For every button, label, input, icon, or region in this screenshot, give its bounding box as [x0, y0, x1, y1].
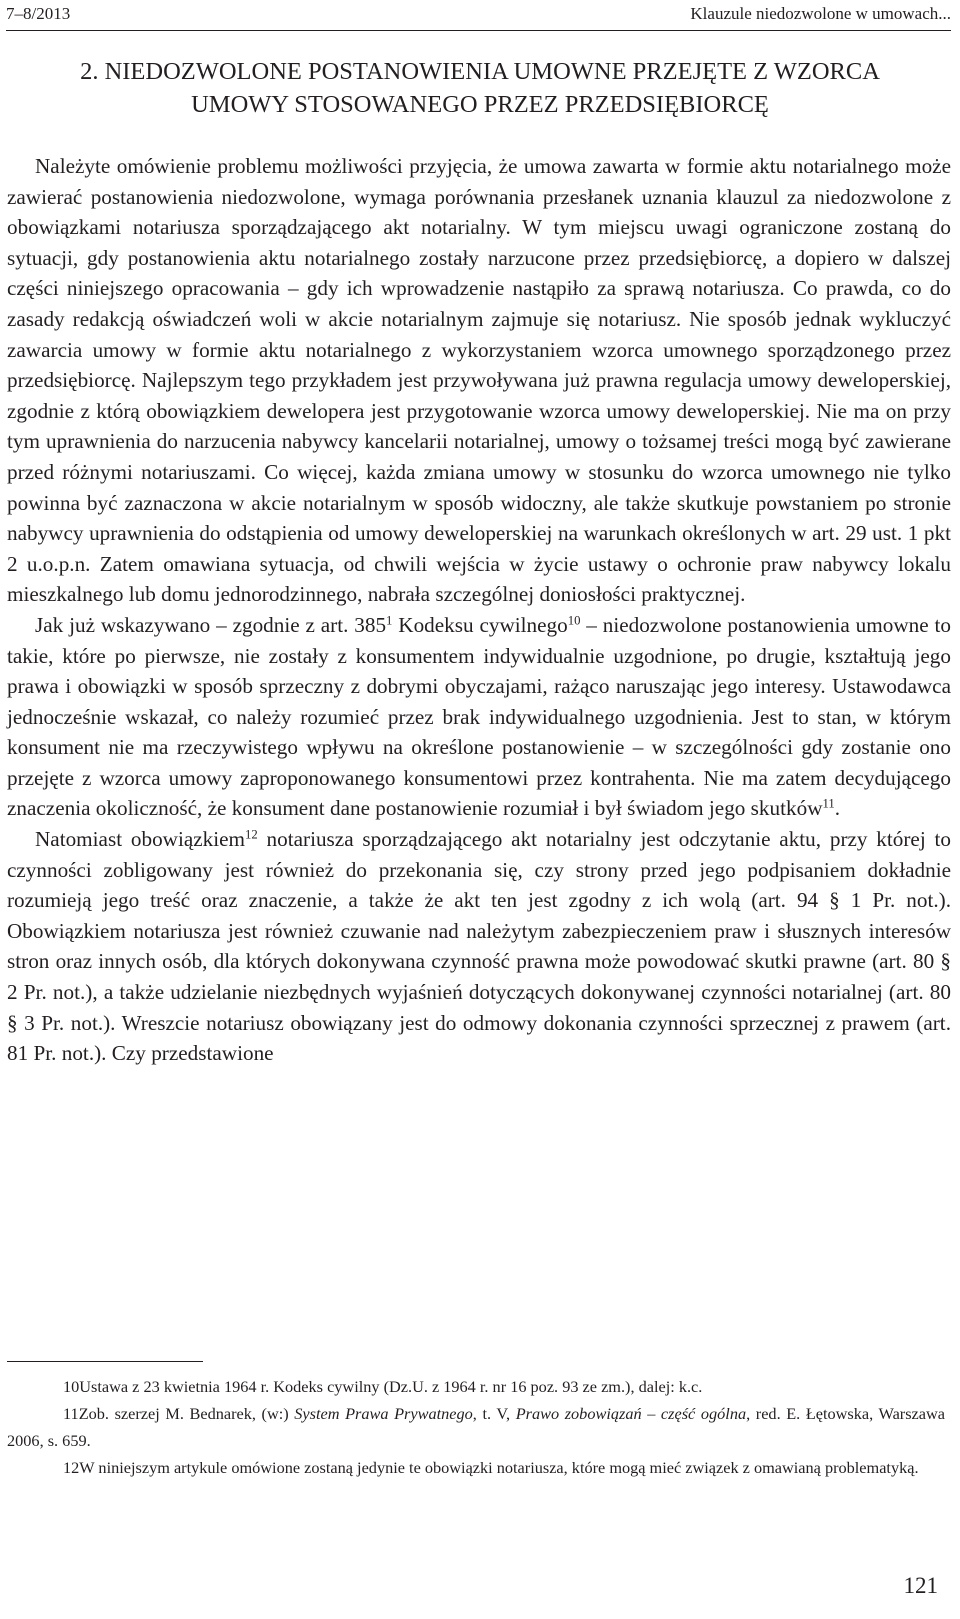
paragraph-text: – niedozwolone postanowienia umowne to takie, które po pierwsze, nie zostały z konsumentem indywidualnie uzgodnione, po drugie, kształtują jego prawa i obowiązki w sposób sprzeczny z dobrymi obyczajami, rażąco naruszając jego interesy. Ustawodawca jednocześnie wskazał, co należy rozumieć przez brak indywidualnego uzgodnienia. Jest to stan, w którym konsument nie ma rzeczywistego wpływu na określone postanowienie – w szczególności gdy zostanie ono przejęte z wzorca umowy zaproponowanego konsumentowi przez kontrahenta. Nie ma zatem decydującego znaczenia okoliczność, że konsument dane postanowienie rozumiał i był świadom jego skutków [7, 612, 951, 821]
paragraph-1 [7, 151, 951, 610]
footnote-number: 12 [63, 1458, 80, 1477]
footnotes [7, 1373, 945, 1481]
footnote-ref-10[interactable]: 10 [567, 613, 581, 628]
footnote-11 [7, 1400, 945, 1454]
footnote-ref-11[interactable]: 11 [822, 796, 835, 811]
paragraph-text: Jak już wskazywano – zgodnie z art. 385 [35, 612, 387, 637]
footnote-divider [7, 1361, 203, 1362]
footnote-text: Zob. szerzej M. Bednarek, (w:) [78, 1404, 295, 1423]
article-body [7, 151, 951, 1069]
footnote-12 [7, 1454, 945, 1481]
footnote-text: W niniejszym artykule omówione zostaną jedynie te obowiązki notariusza, które mogą mieć związek z omawianą problematyką. [79, 1458, 919, 1477]
section-title [0, 55, 960, 121]
paragraph-3 [7, 824, 951, 1069]
footnote-text: Ustawa z 23 kwietnia 1964 r. Kodeks cywilny (Dz.U. z 1964 r. nr 16 poz. 93 ze zm.), dalej: k.c. [79, 1377, 703, 1396]
running-title: Klauzule niedozwolone w umowach... [690, 4, 951, 23]
running-header [6, 2, 951, 31]
paragraph-text: notariusza sporządzającego akt notarialny jest odczytanie aktu, przy której to czynności zobligowany jest również do przekonania się, czy strony przed jego podpisaniem dokładnie rozumieją jego treść oraz znaczenie, a także że akt ten jest zgodny z ich wolą (art. 94 § 1 Pr. not.). Obowiązkiem notariusza jest również czuwanie nad należytym zabezpieczeniem praw i słusznych interesów stron oraz innych osób, dla których dokonywana czynność prawna może powodować skutki prawne (art. 80 § 2 Pr. not.), a także udzielanie niezbędnych wyjaśnień dotyczących dokonywanej czynności notarialnej (art. 80 § 3 Pr. not.). Wreszcie notariusz obowiązany jest do odmowy dokonania czynności sprzecznej z prawem (art. 81 Pr. not.). Czy przedstawione [7, 827, 951, 1066]
footnote-italic-title: Prawo zobowiązań – część ogólna [515, 1404, 747, 1423]
paragraph-2 [7, 610, 951, 824]
paragraph-text: Natomiast obowiązkiem [35, 827, 246, 852]
issue-number: 7–8/2013 [6, 4, 71, 23]
footnote-number: 11 [63, 1404, 79, 1423]
paragraph-text: . [834, 796, 841, 821]
footnote-italic-title: System Prawa Prywatnego [294, 1404, 473, 1423]
section-title-line-1: 2. NIEDOZWOLONE POSTANOWIENIA UMOWNE PRZEJĘTE Z WZORCA [80, 58, 880, 85]
footnote-text: , t. V, [472, 1404, 516, 1423]
footnote-ref-12[interactable]: 12 [245, 827, 258, 842]
footnote-10 [7, 1373, 945, 1400]
footnote-text: , red. E. Łętowska, Warszawa 2006, s. 659. [7, 1404, 945, 1450]
page-number: 121 [903, 1573, 938, 1598]
section-title-line-2: UMOWY STOSOWANEGO PRZEZ PRZEDSIĘBIORCĘ [191, 91, 769, 118]
paragraph-text: Kodeksu cywilnego [392, 612, 568, 637]
footnote-number: 10 [63, 1377, 80, 1396]
paragraph-text: Należyte omówienie problemu możliwości przyjęcia, że umowa zawarta w formie aktu notarialnego może zawierać postanowienia niedozwolone, wymaga porównania przesłanek uznania klauzul za niedozwolone z obowiązkami notariusza sporządzającego akt notarialny. W tym miejscu uwagi ograniczone zostaną do sytuacji, gdy postanowienia aktu notarialnego zostały narzucone przez przedsiębiorcę, a dopiero w dalszej części niniejszego opracowania – gdy ich wprowadzenie nastąpiło za sprawą notariusza. Co prawda, co do zasady redakcją oświadczeń woli w akcie notarialnym zajmuje się notariusz. Nie sposób jednak wykluczyć zawarcia umowy w formie aktu notarialnego z wykorzystaniem wzorca umownego sporządzonego przez przedsiębiorcę. Najlepszym tego przykładem jest przywoływana już prawna regulacja umowy deweloperskiej, zgodnie z którą obowiązkiem dewelopera jest przygotowanie wzorca umowy deweloperskiej. Nie ma on przy tym uprawnienia do narzucenia nabywcy kancelarii notarialnej, umowy o tożsamej treści mogą być zawierane przed różnymi notariuszami. Co więcej, każda zmiana umowy w stosunku do wzorca umownego nie tylko powinna być zaznaczona w akcie notarialnym w sposób widoczny, ale także skutkuje powstaniem po stronie nabywcy uprawnienia do odstąpienia od umowy deweloperskiej na warunkach określonych w art. 29 ust. 1 pkt 2 u.o.p.n. Zatem omawiana sytuacja, od chwili wejścia w życie ustawy o ochronie praw nabywcy lokalu mieszkalnego lub domu jednorodzinnego, nabrała szczególnej doniosłości praktycznej. [7, 154, 951, 607]
superscript: 1 [386, 613, 393, 628]
